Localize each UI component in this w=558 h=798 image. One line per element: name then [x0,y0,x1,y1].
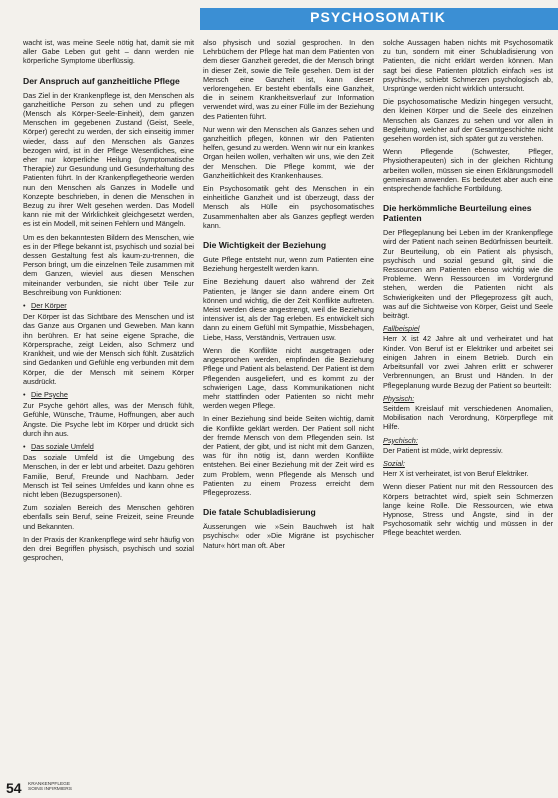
paragraph: Um es den bekanntesten Bildern des Menschen, wie es in der Pflege bekannt ist, psychisch und sozial bei dessen Gestaltung fest als kaum-zu-trennen, die Person bringt, um die einzelnen Teile zusammen mit dem Ganzen, wieviel aus diesen Menschen miteinander verbunden, sie nicht über Teile zur Beschreibung von Funktionen: [23,232,194,297]
paragraph: Ein Psychosomatik geht des Menschen in ein einheitliche Ganzheit und ist überzeugt, dass der Mensch als Hülle ein psychosomatisches Zusammenhalten aber als Ganzes gepflegt werden kann. [203,184,374,230]
publication-line: KRANKENPFLEGE [28,782,71,787]
bullet-dot-icon: • [23,389,26,399]
bullet-title: Das soziale Umfeld [31,441,94,451]
paragraph: solche Aussagen haben nichts mit Psychosomatik zu tun, sondern mit einer Schubladisierung von Patienten, die nicht erklärt werden können. Man sagt bei diese Patienten plötzlich einfach »es ist psychisch«, schiebt Schmerzen psychologisch ab, Ursprünge werden nicht wirklich untersucht. [383,38,553,94]
paragraph: Herr X ist 42 Jahre alt und verheiratet und hat Kinder. Von Beruf ist er Elektriker und arbeitet sei einigen Jahren in einem Betrieb. Durch ein Arbeitsunfall vor zwei Jahren erlitt er schwerer Verbrennungen, an Brust und Händen. In der Pflegeplanung wurde Bezug der Patient so beurteilt: [383,334,553,390]
paragraph: In der Praxis der Krankenpflege wird sehr häufig von den drei Begriffen physisch, psychisch und sozial gesprochen, [23,534,194,563]
subheading: Die fatale Schubladisierung [203,507,316,518]
paragraph: In einer Beziehung sind beide Seiten wichtig, damit die Konflikte geklärt werden. Der Patient soll nicht der fremde Mensch von dem Pflegenden sein. Ist der Patient, der gibt, und ist nicht mit dem Ganzen, was für ihn nötig ist, dann werden Konflikte entstehen. Bei einer Beziehung mit der Zeit wird es zum Problem, wenn Pflegende als Mensch und Patienten zu einem Prozess erreicht dem Pflegeprozess. [203,414,374,497]
subheading: Die Wichtigkeit der Beziehung [203,240,327,251]
page-number: 54 [6,780,22,796]
column-1 [23,38,194,566]
paragraph: Das soziale Umfeld ist die Umgebung des Menschen, in der er lebt und arbeitet. Dazu gehören Familie, Beruf, Freunde und Nachbarn. Jeder Mensch ist Teil seines Umfeldes und kann ohne es nicht leben (Bezugspersonen). [23,453,194,499]
paragraph: Wenn die Konflikte nicht ausgetragen oder angesprochen werden, empfinden die Beziehung Pflege und Patient als belastend. Der Patient ist dem Pflegenden ausgeliefert, und es kommt zu der schwierigen Lage, dass Kommunikationen nicht mehr stattfinden oder Patienten so nicht mehr werden wegen Pflege. [203,345,374,411]
paragraph: Die psychosomatische Medizin hingegen versucht, den kleinen Körper und die Seele des einzelnen Menschen als Ganzes zu sehen und vor allen in Begleitung, welcher auf der Gesamtgeschichte nicht gesehen worden ist, sich später gut zu verstehen. [383,97,553,144]
column-2 [203,38,374,554]
paragraph: Äusserungen wie »Sein Bauchweh ist halt psychisch« oder »Die Migräne ist psychischer Natur« hört man oft. Aber [203,522,374,550]
label-case-example: Fallbeispiel [383,324,420,334]
subheading: Die herkömmliche Beurteilung eines Patienten [383,203,532,224]
paragraph: Herr X ist verheiratet, ist von Beruf Elektriker. [383,469,529,479]
bullet-psyche [23,390,194,399]
paragraph: Seitdem Kreislauf mit verschiedenen Anomalien, Mobilisation nach Verordnung, Körperpflege mit Hilfe. [383,403,553,432]
subheading: Der Anspruch auf ganzheitliche Pflege [23,75,180,86]
publication-info [28,782,118,793]
label-physical: Physisch: [383,393,415,403]
paragraph: Wenn Pflegende (Schwester, Pfleger, Physiotherapeuten) sich in der gleichen Richtung arbeiten wollen, müssen sie einen Erklärungsmodell gemeinsam anwenden. Es bedeutet aber auch eine entsprechende fachliche Fortbildung. [383,147,553,194]
paragraph: Zum sozialen Bereich des Menschen gehören ebenfalls sein Beruf, seine Freizeit, seine Freunde und Bekannten. [23,503,194,531]
paragraph: also physisch und sozial gesprochen. In den Lehrbüchern der Pflege hat man dem Patienten von dem dieser Ganzheit geredet, die der Mensch bringt in dieser Zeit, sowie die Teile gesehen. Dem ist der Mensch eine Ganzheit ist, kann dieser verlorengehen. Er besteht ebenfalls eine Ganzheit, die in seinem Krankheitsverlauf zur Information verwendet wird, was zu einer Fülle im der Beziehung des Patienten führt. [203,38,374,121]
bullet-title: Der Körper [31,301,67,311]
paragraph: Eine Beziehung dauert also während der Zeit Patienten, je länger sie dann andere einem Ort können und wichtig, die der Zeit Konflikte auftreten. Meist werden diese angestrengt, weil die Beziehung intensiver ist, als der Tag erleben. Es entwickelt sich dann zu einem Gefühl mit Sympathie, Missbehagen, Liebe, Hass, Verständnis, Vertrauen usw. [203,277,374,342]
bullet-body [23,301,194,310]
column-3 [383,38,553,542]
paragraph: Der Pflegeplanung bei Leben im der Krankenpflege wird der Patient nach seinen Bedürfnissen beurteilt. Zur Beurteilung, ob ein Patient als physisch, psychisch und sozial gesund gilt, sind die Ressourcen am Patienten ebenso wichtig wie die Probleme. Wenn Ressourcen im Vordergrund stehen, werden die Patienten nicht als Schwierigkeiten und der Pflegeprozess gilt auch, was auf die Sichtweise von Körper, Geist und Seele beiträgt. [383,228,553,321]
bullet-dot-icon: • [23,441,26,451]
paragraph: Zur Psyche gehört alles, was der Mensch fühlt, Gefühle, Wünsche, Träume, Hoffnungen, aber auch Ängste. Die Psyche lebt im Körper und drückt sich durch ihn aus. [23,401,194,438]
bullet-dot-icon: • [23,301,26,311]
bullet-social [23,442,194,451]
paragraph: Der Patient ist müde, wirkt depressiv. [383,445,503,455]
paragraph: Der Körper ist das Sichtbare des Menschen und ist das Ganze aus Organen und Geweben. Man kann ihn berühren. Er hat seine eigene Sprache, die Körpersprache, zeigt Leiden, also Schmerz und Krankheit, und wie der Mensch sich fühlt. Zusätzlich sind Gedanken und Gefühle eng verbunden mit dem Körper, die der Mensch mit seinem Körper ausdrückt. [23,312,194,386]
publication-line: SOINS INFIRMIERS [28,787,72,793]
label-social: Sozial: [383,458,405,468]
paragraph: Gute Pflege entsteht nur, wenn zum Patienten eine Beziehung hergestellt werden kann. [203,255,374,274]
paragraph: wacht ist, was meine Seele nötig hat, damit sie mit aller Gabe Leben gut geht – dann werden nie körperliche Symptome überflüssig. [23,38,194,66]
bullet-title: Die Psyche [31,389,68,399]
section-title: PSYCHOSOMATIK [310,9,446,25]
label-psychic: Psychisch: [383,435,418,445]
paragraph: Wenn dieser Patient nur mit den Ressourcen des Körpers betrachtet wird, spielt sein Schmerzen lange keine Rolle. Die Ressourcen, wie etwa Hypnose, Stress und Ängste, sind in der Psychosomatik sehr wichtig und müssen in der Pflege beachtet werden. [383,482,553,538]
paragraph: Das Ziel in der Krankenpflege ist, den Menschen als ganzheitliche Person zu sehen und zu pflegen (Mensch als Körper-Seele-Einheit), dem ganzen Menschen im gegebenen Zustand (Geist, Seele, Körper) gerecht zu werden, der sich einseitig immer wieder, dass auf den Menschen als Ganzes bezogen wird, ist in der Pflege Wesentliches, eine eher nur körperliche Heilung (symptomatische Therapie) zur Gesundung und Gesunderhaltung des Patienten führt. In der Krankenpflegetheorie werden nun den Menschen als Ganzes in Modelle und Konzepte beschrieben, in denen die Menschen in Bezug zu ihrer Welt gesehen werden. Das Modell kann nie mit der Wirklichkeit gleichgesetzt werden, es ist ein Modell, mit seinen Fehlern und Mängeln. [23,90,194,229]
paragraph: Nur wenn wir den Menschen als Ganzes sehen und ganzheitlich pflegen, können wir den Patienten helfen, gesund zu werden. Wenn wir nur ein krankes Organ heilen wollen, verhalten wir uns, wie den Zeit der Menschen. Die Pflege kommt, wie der Ganzheitlichkeit des Krankenhauses. [203,124,374,180]
